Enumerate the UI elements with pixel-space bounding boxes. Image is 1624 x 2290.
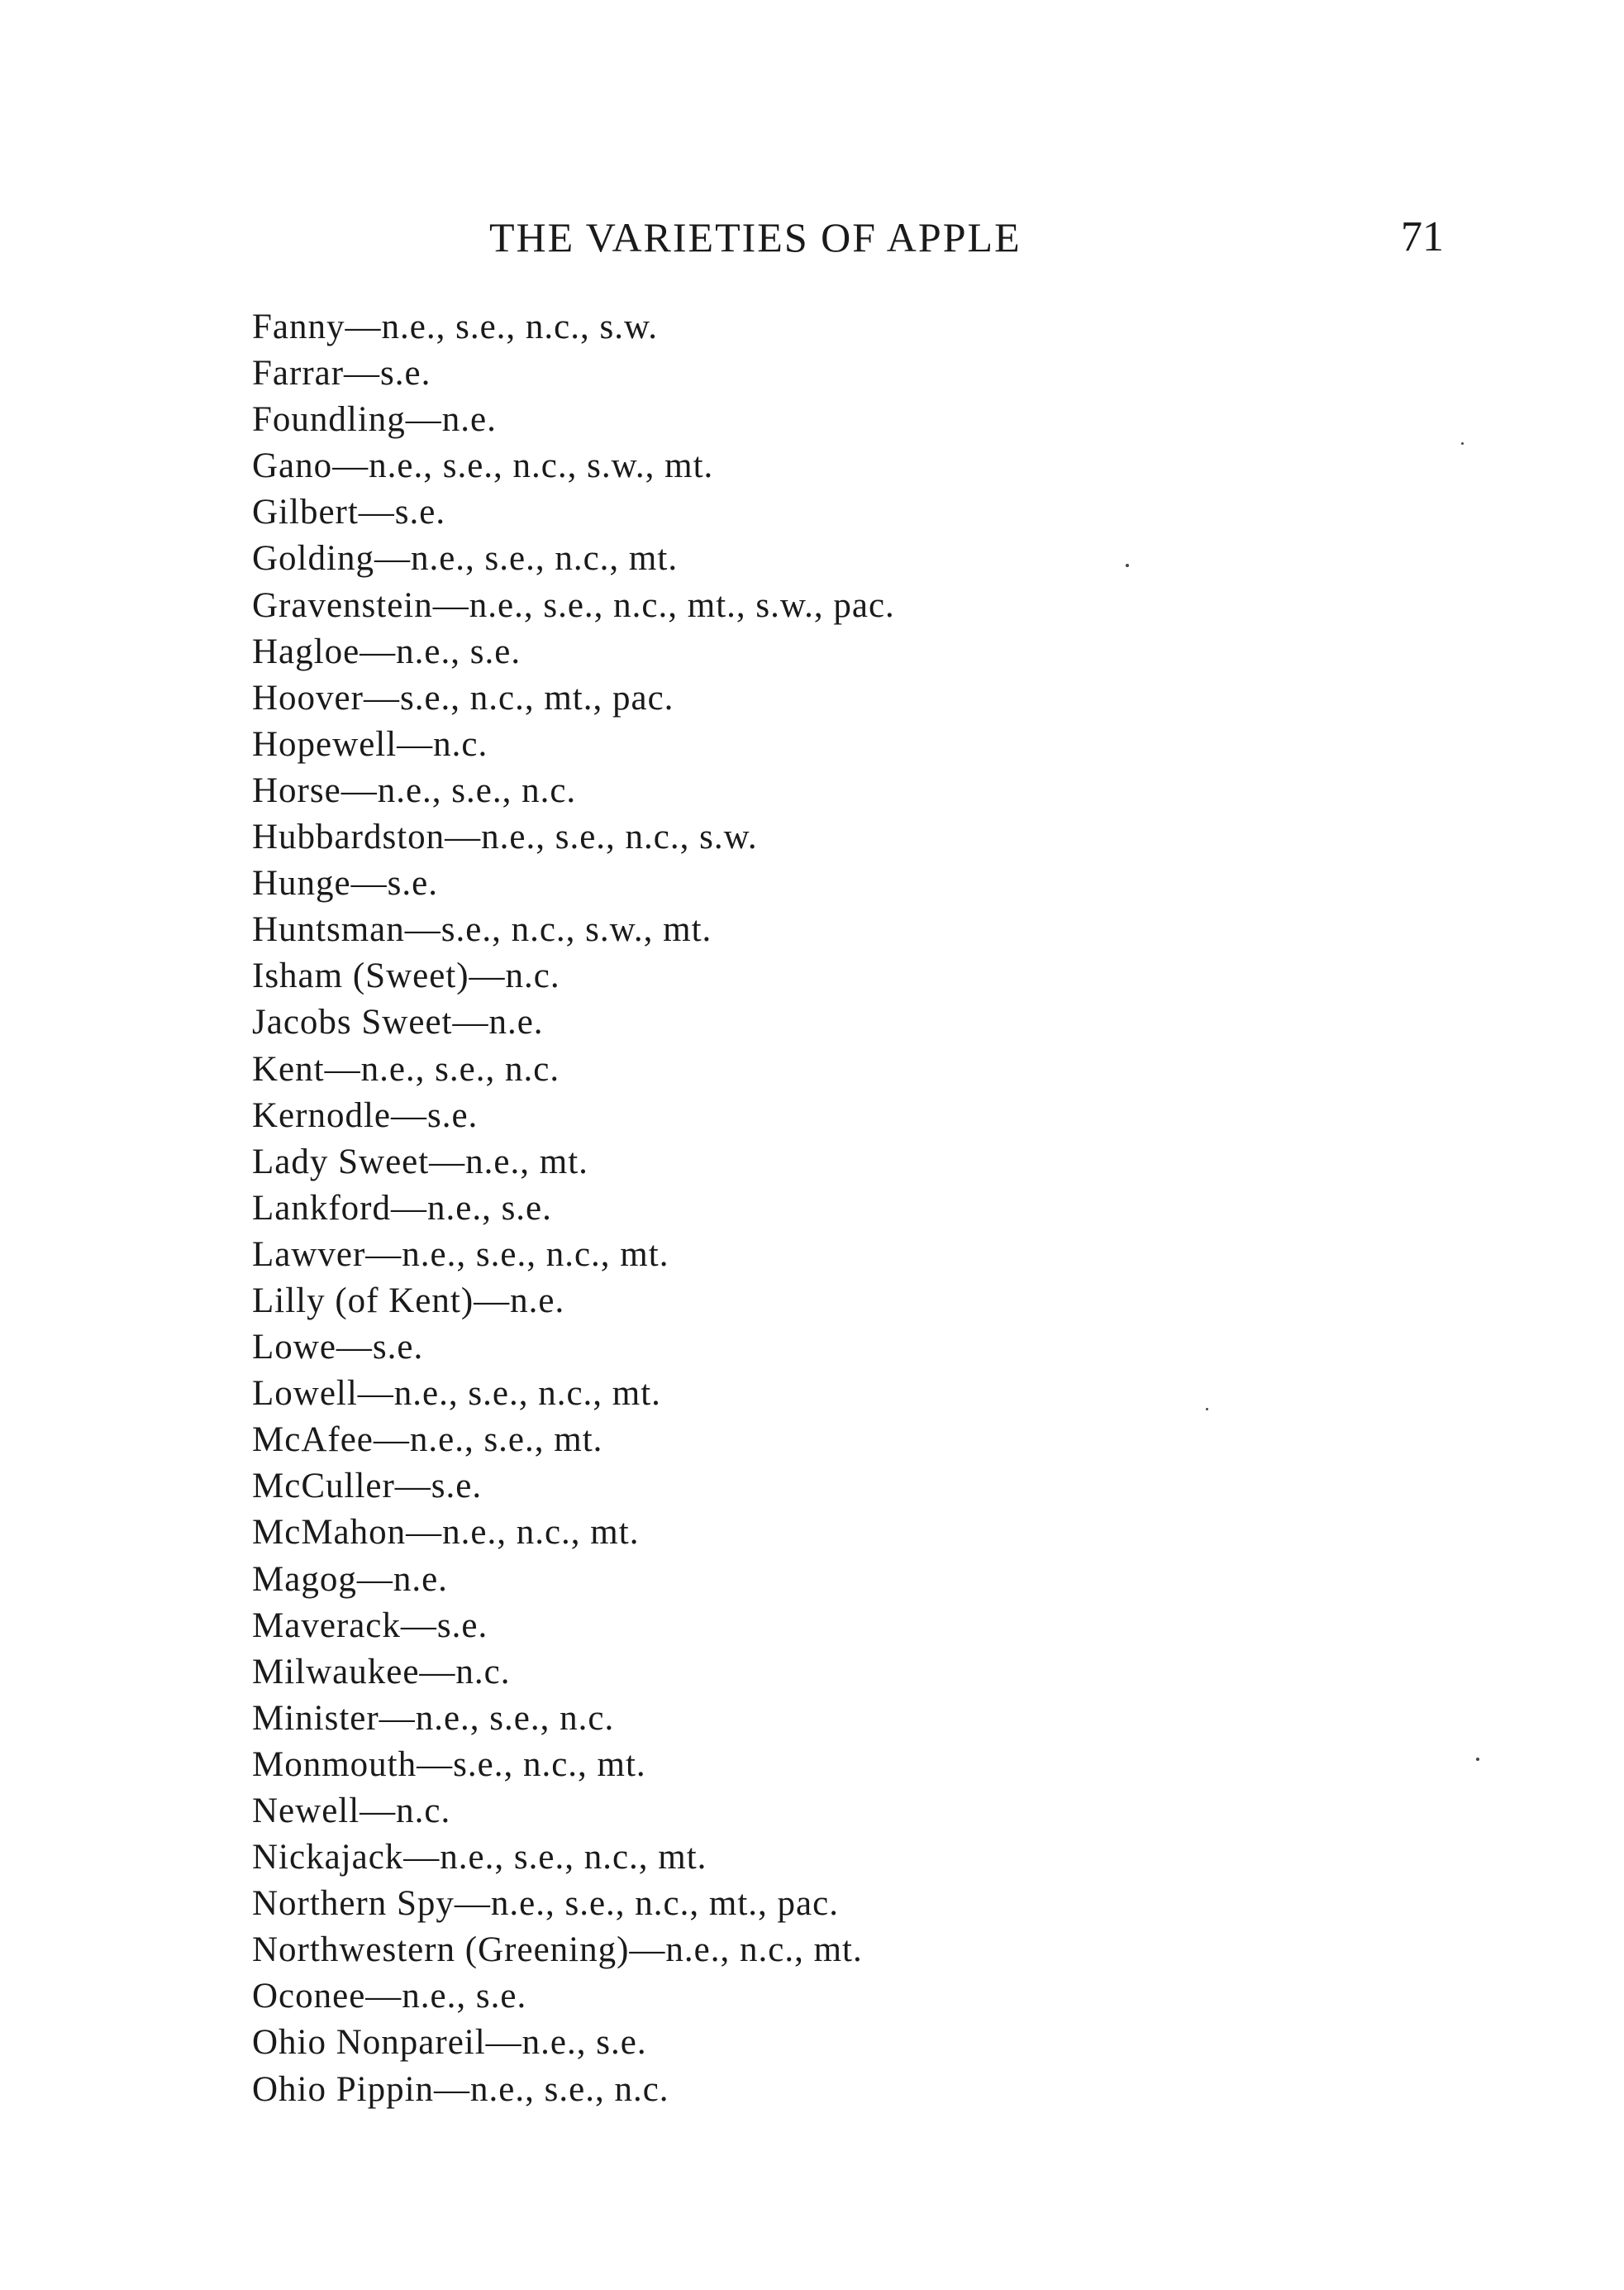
variety-entry: Hunge—s.e. [252, 864, 438, 904]
variety-entry: Kent—n.e., s.e., n.c. [252, 1049, 560, 1089]
variety-entry: Gilbert—s.e. [252, 493, 446, 532]
variety-entry: Isham (Sweet)—n.c. [252, 957, 560, 996]
print-speck [1126, 564, 1129, 567]
variety-entry: McAfee—n.e., s.e., mt. [252, 1420, 603, 1460]
variety-entry: Foundling—n.e. [252, 400, 497, 440]
variety-entry: Jacobs Sweet—n.e. [252, 1003, 544, 1042]
variety-entry: Horse—n.e., s.e., n.c. [252, 770, 577, 810]
variety-entry: Maverack—s.e. [252, 1605, 488, 1645]
variety-entry: Milwaukee—n.c. [252, 1652, 511, 1691]
variety-list [252, 304, 1492, 2113]
variety-entry: Lowell—n.e., s.e., n.c., mt. [252, 1374, 661, 1414]
running-head [0, 208, 1624, 266]
variety-entry: Fanny—n.e., s.e., n.c., s.w. [252, 308, 658, 346]
variety-entry: Northwestern (Greening)—n.e., n.c., mt. [252, 1930, 863, 1970]
variety-entry: Hopewell—n.c. [252, 724, 488, 764]
variety-entry: Lowe—s.e. [252, 1328, 424, 1367]
variety-entry: Minister—n.e., s.e., n.c. [252, 1698, 615, 1738]
variety-entry: McMahon—n.e., n.c., mt. [252, 1513, 640, 1553]
variety-entry: Golding—n.e., s.e., n.c., mt. [252, 539, 679, 579]
variety-entry: Gravenstein—n.e., s.e., n.c., mt., s.w., pac. [252, 585, 895, 625]
variety-entry: Hubbardston—n.e., s.e., n.c., s.w. [252, 818, 758, 857]
print-speck [1206, 1408, 1208, 1410]
running-title: THE VARIETIES OF APPLE [489, 214, 1022, 260]
variety-entry: Nickajack—n.e., s.e., n.c., mt. [252, 1838, 707, 1877]
variety-entry: Monmouth—s.e., n.c., mt. [252, 1744, 646, 1784]
variety-entry: Newell—n.c. [252, 1791, 451, 1830]
variety-entry: Huntsman—s.e., n.c., s.w., mt. [252, 910, 712, 950]
variety-entry: Lawver—n.e., s.e., n.c., mt. [252, 1234, 669, 1274]
variety-entry: Northern Spy—n.e., s.e., n.c., mt., pac. [252, 1884, 839, 1924]
variety-entry: McCuller—s.e. [252, 1467, 483, 1506]
variety-entry: Kernodle—s.e. [252, 1095, 479, 1135]
variety-entry: Ohio Nonpareil—n.e., s.e. [252, 2023, 647, 2063]
page-number: 71 [1401, 213, 1444, 260]
print-speck [1476, 1758, 1479, 1761]
print-speck [1461, 442, 1464, 445]
variety-entry: Magog—n.e. [252, 1559, 448, 1599]
variety-entry: Hagloe—n.e., s.e. [252, 632, 521, 671]
variety-entry: Oconee—n.e., s.e. [252, 1977, 527, 2016]
variety-entry: Lady Sweet—n.e., mt. [252, 1142, 588, 1181]
variety-entry: Gano—n.e., s.e., n.c., s.w., mt. [252, 446, 714, 486]
variety-entry: Ohio Pippin—n.e., s.e., n.c. [252, 2069, 669, 2109]
variety-entry: Hoover—s.e., n.c., mt., pac. [252, 678, 674, 718]
variety-entry: Lilly (of Kent)—n.e. [252, 1281, 565, 1320]
variety-entry: Lankford—n.e., s.e. [252, 1188, 552, 1228]
variety-entry: Farrar—s.e. [252, 354, 431, 394]
